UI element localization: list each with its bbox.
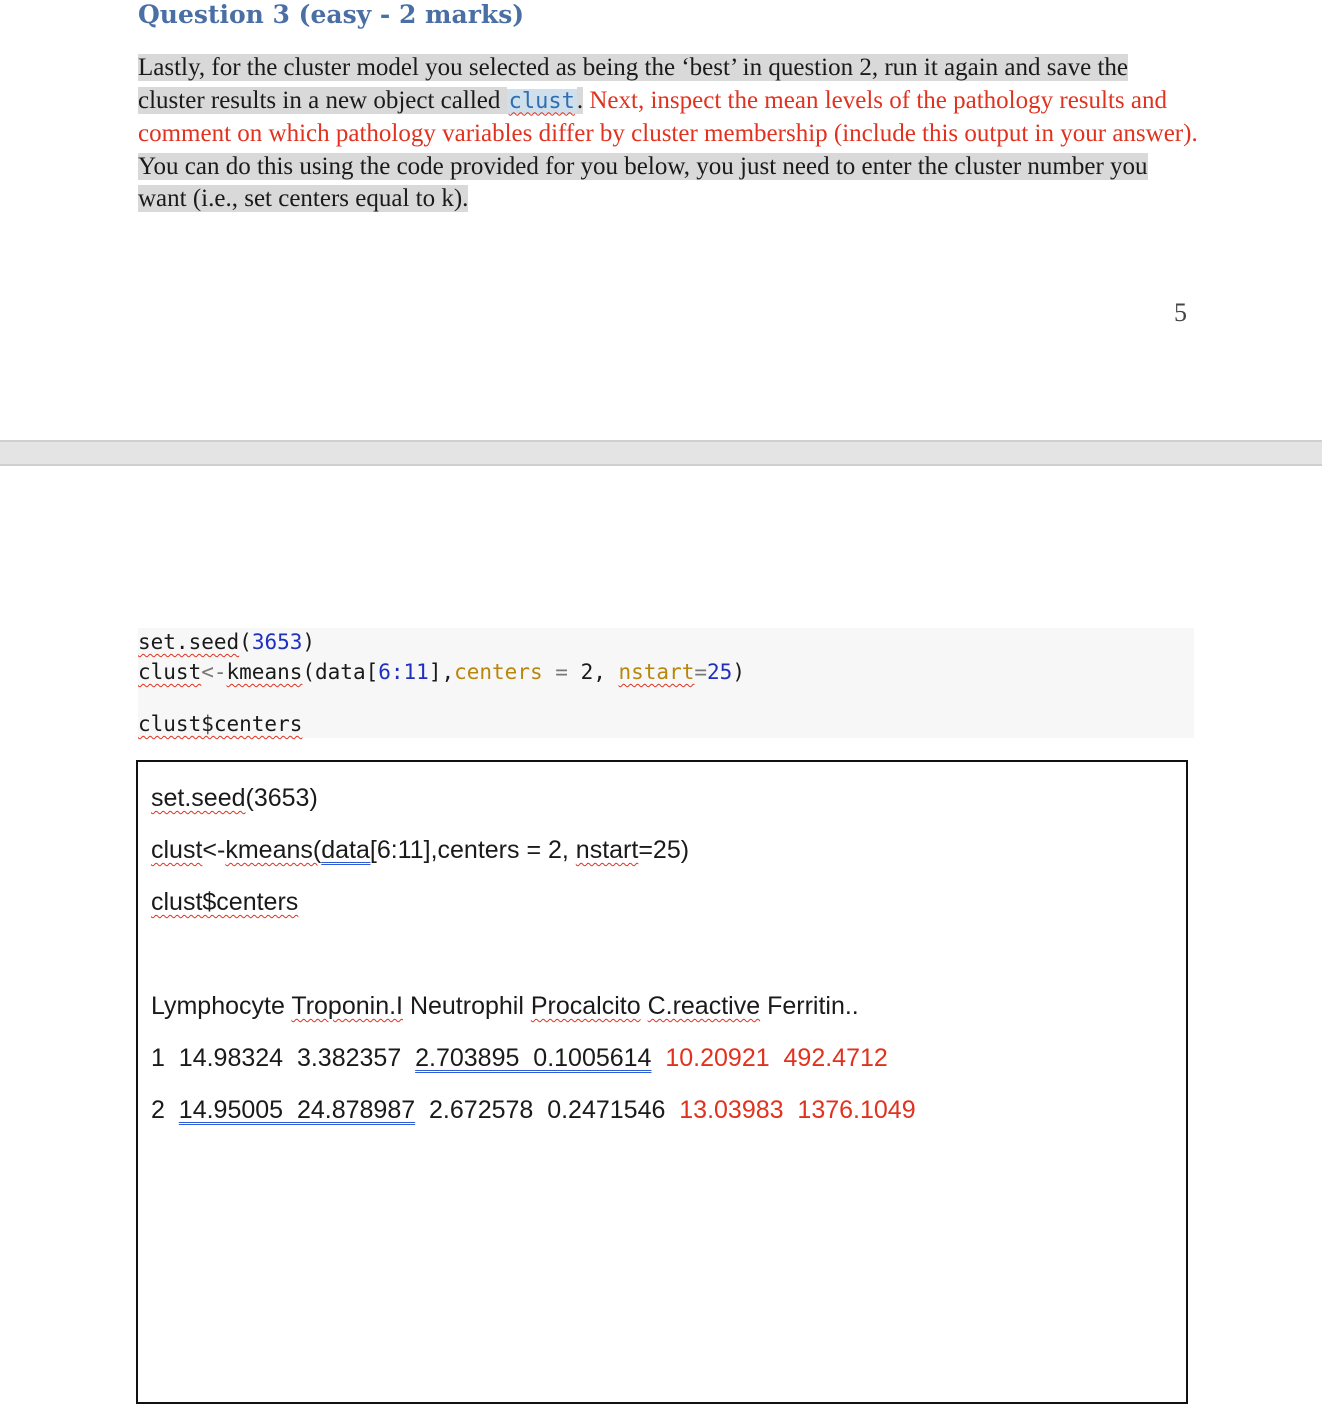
clust-object-code: clust <box>508 88 575 114</box>
code-equals: = <box>694 660 708 684</box>
row2-index: 2 <box>151 1096 179 1124</box>
row2-values: 2.672578 0.2471546 <box>415 1096 680 1124</box>
col-space <box>641 992 648 1020</box>
row2-red-values: 13.03983 1376.1049 <box>679 1096 916 1124</box>
col-procalcito: Procalcito <box>530 992 641 1020</box>
out-clust-centers: clust$centers <box>151 888 299 916</box>
col-creactive: C.reactive <box>647 992 761 1020</box>
code-paren: ) <box>302 630 316 654</box>
para-part1: Lastly, for the cluster model you selected as being the ‘best’ in question 2, run it again and save the cluster results in a new object called <box>138 54 1128 114</box>
question-heading: Question 3 (easy - 2 marks) <box>138 0 525 29</box>
code-nstart-value: 25 <box>707 660 733 684</box>
out-clust: clust <box>151 836 203 864</box>
output-line-3 <box>151 888 298 917</box>
code-clust-centers: clust$centers <box>138 712 303 736</box>
col-troponin: Troponin.I <box>291 992 403 1020</box>
page-break-divider <box>0 440 1322 466</box>
output-table-header <box>151 992 859 1021</box>
output-line-1 <box>151 784 318 813</box>
out-args: 6:11],centers = 2, <box>376 836 576 864</box>
out-setseed: set.seed <box>151 784 246 812</box>
out-nstart: nstart <box>575 836 639 864</box>
code-obj-clust: clust <box>138 660 202 684</box>
row1-values: 1 14.98324 3.382357 <box>151 1044 416 1072</box>
out-kmeans: kmeans( <box>225 836 322 864</box>
code-range: 6:11 <box>378 660 429 684</box>
output-line-2 <box>151 836 689 865</box>
col-neutrophil: Neutrophil <box>403 992 531 1020</box>
para-part3: You can do this using the code provided for you below, you just need to enter the cluster number you want (i.e., set centers equal to k). <box>138 152 1148 212</box>
question-paragraph <box>138 52 1198 216</box>
para-red-instruction: Next, inspect the mean levels of the pathology results and comment on which pathology variables differ by cluster membership (include this output in your answer). <box>138 86 1198 147</box>
col-lymphocyte: Lymphocyte <box>151 992 292 1020</box>
code-line-3 <box>138 712 302 736</box>
code-fn-setseed: set.seed <box>138 630 240 654</box>
para-part2: . <box>576 86 584 114</box>
code-arg-centers: centers <box>454 660 543 684</box>
code-seed-number: 3653 <box>251 630 303 654</box>
col-ferritin: Ferritin.. <box>760 992 859 1020</box>
row1-red-values: 10.20921 492.4712 <box>651 1044 888 1072</box>
out-assign: <- <box>202 836 226 864</box>
page-number: 5 <box>1174 298 1187 327</box>
answer-output-box[interactable] <box>136 760 1188 1404</box>
code-line-2 <box>138 660 745 684</box>
r-code-block <box>138 628 1194 738</box>
output-table-row-1 <box>151 1044 888 1073</box>
out-seed-arg: (3653) <box>245 784 318 812</box>
code-arg-nstart: nstart <box>618 660 695 684</box>
code-data-close: ], <box>428 660 455 684</box>
out-nstart-value: =25) <box>638 836 690 864</box>
output-table-row-2 <box>151 1096 916 1125</box>
code-paren: ) <box>732 660 745 684</box>
out-data: data[ <box>321 836 377 864</box>
code-equals: = <box>542 660 581 684</box>
code-k-value: 2, <box>580 660 619 684</box>
code-fn-kmeans: kmeans <box>226 660 303 684</box>
row1-underlined-values: 2.703895 0.1005614 <box>415 1044 652 1072</box>
code-paren: ( <box>239 630 252 654</box>
code-assign-op: <- <box>201 660 227 684</box>
code-data-open: (data[ <box>302 660 379 684</box>
code-line-1 <box>138 630 315 654</box>
row2-underlined-values: 14.95005 24.878987 <box>178 1096 416 1124</box>
